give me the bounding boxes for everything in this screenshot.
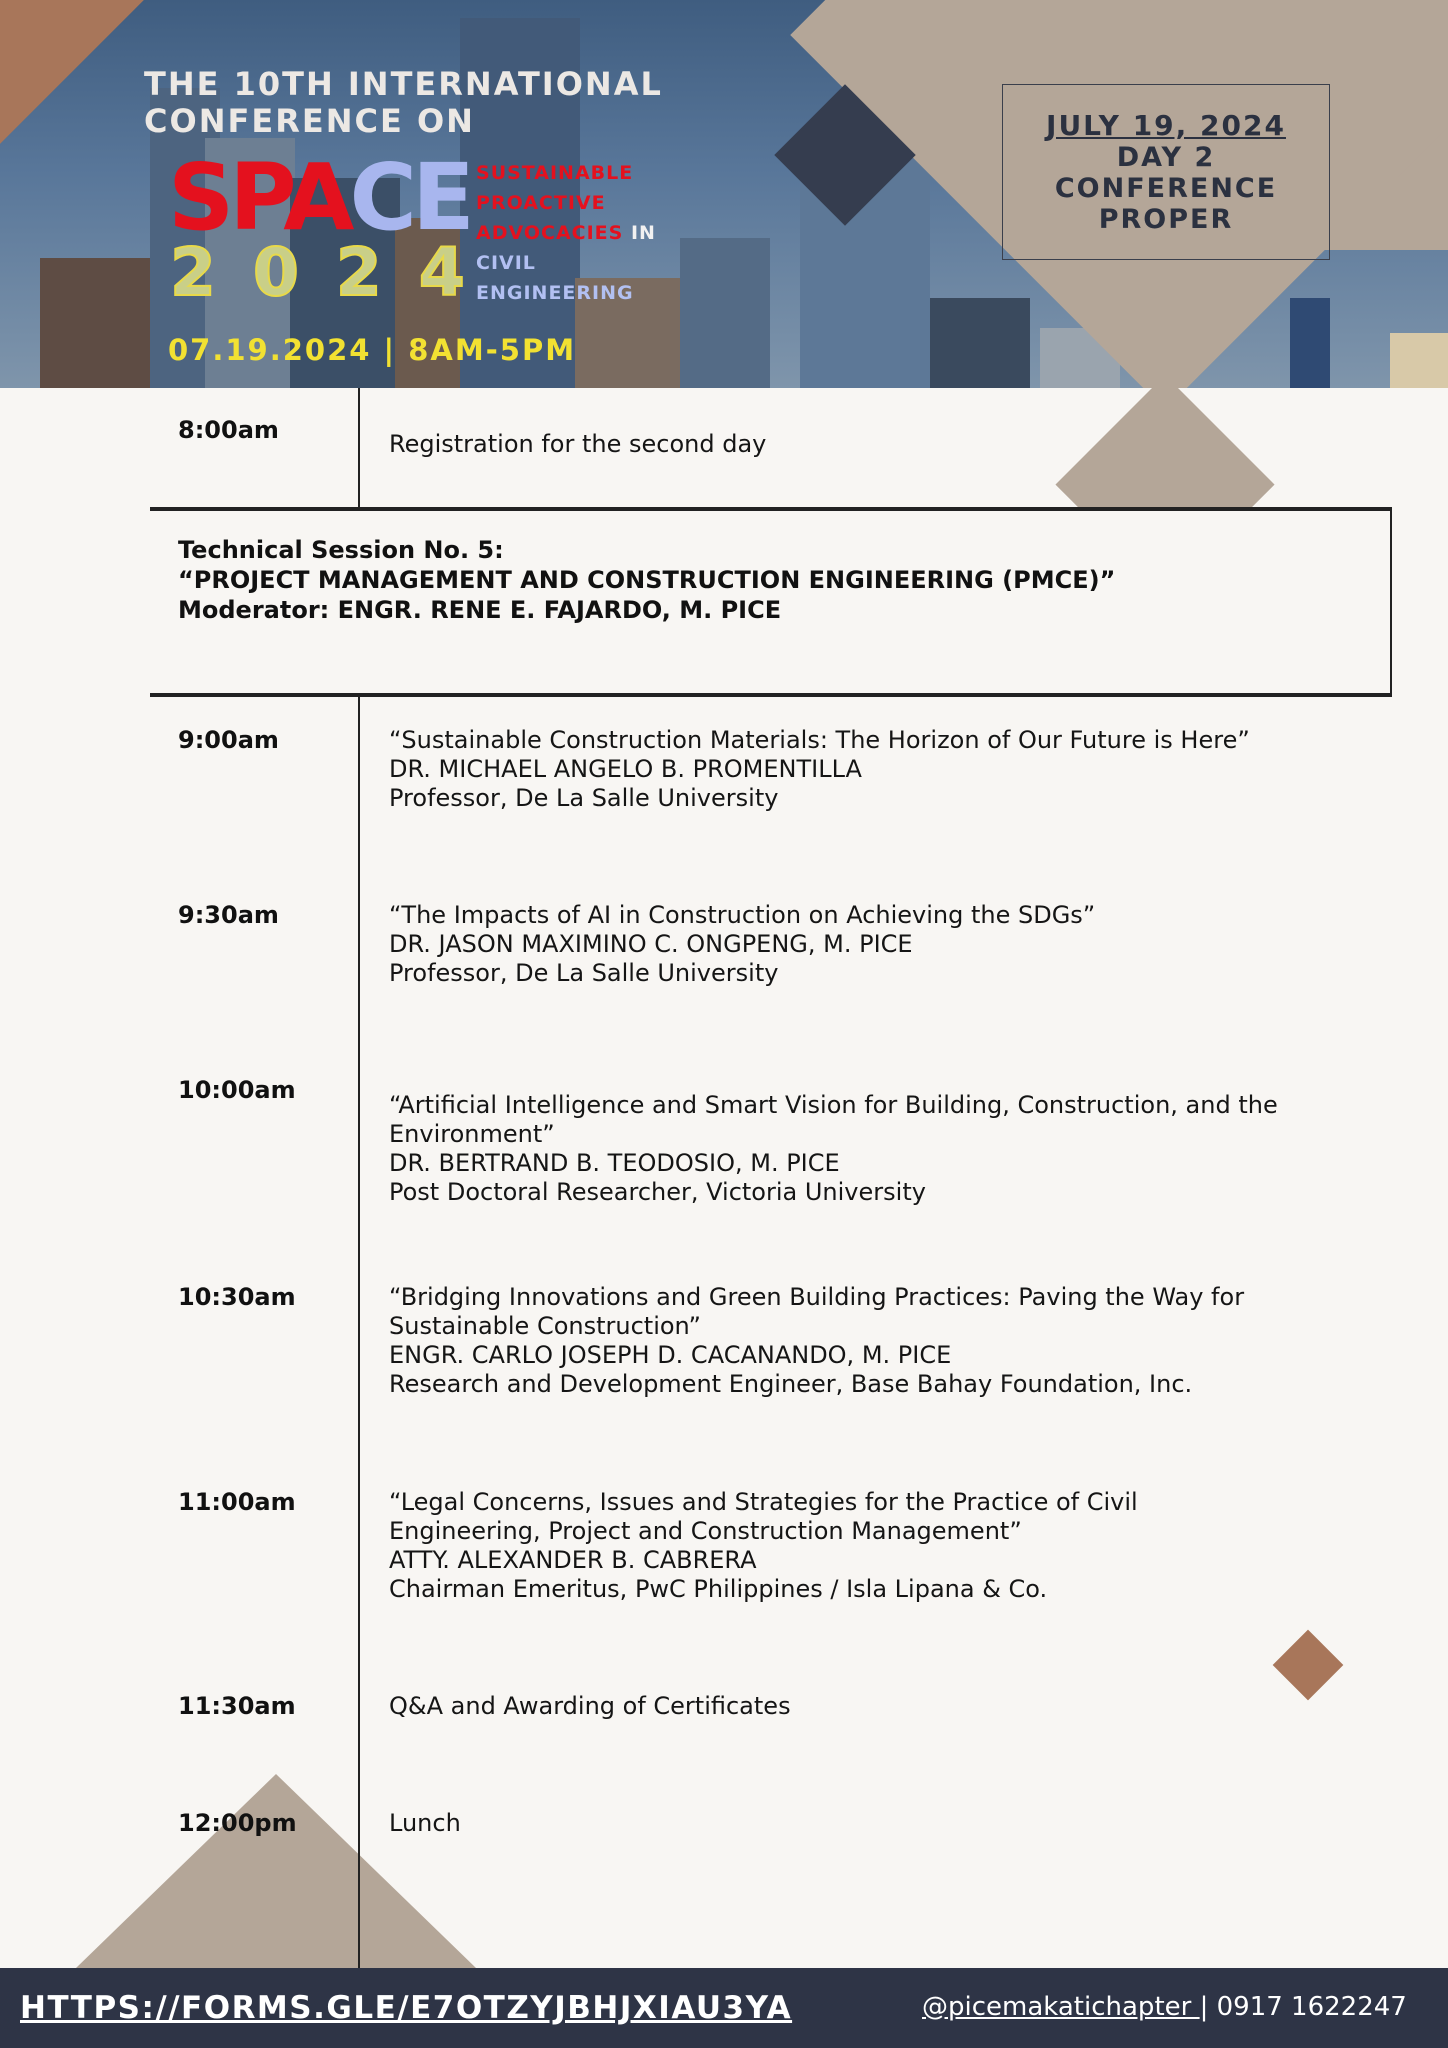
corner-diamond (0, 0, 164, 164)
schedule-time: 11:30am (178, 1692, 296, 1720)
space-logo-red: SPA (168, 144, 350, 251)
schedule-time: 10:00am (178, 1076, 296, 1104)
tagline-line (476, 188, 656, 218)
schedule-entry (389, 1091, 1389, 1207)
registration-link[interactable]: HTTPS://FORMS.GLE/E7OTZYJBHJXIAU3YA (20, 1990, 793, 2026)
tagline-tail: IN (623, 222, 656, 244)
schedule-entry (389, 1283, 1389, 1399)
acronym-tagline (476, 158, 656, 308)
talk-title: “Legal Concerns, Issues and Strategies for the Practice of Civil Engineering, Project and Construction Management” (389, 1488, 1138, 1545)
schedule-entry (389, 430, 1389, 459)
date-box-date: JULY 19, 2024 (1046, 108, 1286, 142)
tagline-initial: A (476, 222, 492, 244)
skyline-building (1390, 333, 1448, 388)
schedule-time: 9:30am (178, 901, 279, 929)
talk-speaker: ENGR. CARLO JOSEPH D. CACANANDO, M. PICE (389, 1341, 952, 1369)
tagline-initial: S (476, 162, 491, 184)
schedule-time: 10:30am (178, 1283, 296, 1311)
schedule-time: 12:00pm (178, 1809, 297, 1837)
talk-title: “Artificial Intelligence and Smart Vision for Building, Construction, and the Environment” (389, 1091, 1278, 1148)
year-digit: 0 (252, 234, 299, 311)
event-dateline: 07.19.2024 | 8AM-5PM (168, 333, 577, 367)
session-title: “PROJECT MANAGEMENT AND CONSTRUCTION ENGINEERING (PMCE)” (178, 566, 1116, 594)
conference-title-line2: CONFERENCE ON (144, 102, 475, 140)
entry-text: Registration for the second day (389, 430, 767, 458)
talk-affiliation: Post Doctoral Researcher, Victoria University (389, 1178, 926, 1206)
phone-number: | 0917 1622247 (1199, 1992, 1407, 2022)
date-box-day: DAY 2 (1116, 141, 1216, 173)
brown-diamond (1273, 1630, 1344, 1701)
talk-affiliation: Professor, De La Salle University (389, 959, 779, 987)
schedule-entry (389, 1692, 1389, 1721)
footer-bar (0, 1968, 1448, 2048)
session-number: Technical Session No. 5: (178, 536, 504, 564)
year-digit: 4 (418, 234, 465, 311)
conference-title-line1: THE 10TH INTERNATIONAL (144, 65, 663, 103)
schedule-entry (389, 1809, 1389, 1838)
tagline-word: DVOCACIES (491, 222, 624, 244)
talk-speaker: DR. MICHAEL ANGELO B. PROMENTILLA (389, 755, 862, 783)
year-digit: 2 (335, 234, 382, 311)
talk-speaker: DR. JASON MAXIMINO C. ONGPENG, M. PICE (389, 930, 913, 958)
conference-title (144, 66, 663, 140)
tagline-line (476, 218, 656, 248)
tagline-initial: C (476, 252, 491, 274)
talk-title: “Sustainable Construction Materials: The Horizon of Our Future is Here” (389, 726, 1250, 754)
talk-title: “The Impacts of AI in Construction on Achieving the SDGs” (389, 901, 1096, 929)
talk-affiliation: Research and Development Engineer, Base Bahay Foundation, Inc. (389, 1370, 1193, 1398)
year-digit: 2 (170, 234, 216, 311)
date-box (1002, 84, 1330, 260)
tagline-line (476, 278, 656, 308)
talk-affiliation: Chairman Emeritus, PwC Philippines / Isla Lipana & Co. (389, 1575, 1048, 1603)
skyline-building (930, 298, 1030, 388)
talk-speaker: ATTY. ALEXANDER B. CABRERA (389, 1546, 757, 1574)
year-logo (170, 234, 465, 311)
tagline-word: NGINEERING (489, 282, 634, 304)
session-heading (178, 535, 1115, 625)
schedule-entry (389, 1488, 1389, 1604)
tagline-word: USTAINABLE (490, 162, 634, 184)
space-logo (168, 144, 470, 251)
session-moderator: Moderator: ENGR. RENE E. FAJARDO, M. PICE (178, 596, 782, 624)
date-box-line4: PROPER (1098, 203, 1234, 235)
tagline-line (476, 158, 656, 188)
tagline-initial: P (476, 192, 491, 214)
entry-text: Q&A and Awarding of Certificates (389, 1692, 791, 1720)
schedule-time: 8:00am (178, 416, 279, 444)
talk-affiliation: Professor, De La Salle University (389, 784, 779, 812)
header-banner (0, 0, 1448, 388)
schedule-time: 11:00am (178, 1488, 296, 1516)
session-box (150, 507, 1392, 697)
entry-text: Lunch (389, 1809, 461, 1837)
contact-info (922, 1992, 1407, 2022)
date-box-line3: CONFERENCE (1054, 172, 1278, 204)
tagline-word: ROACTIVE (490, 192, 606, 214)
skyline-building (1290, 298, 1330, 388)
skyline-building (680, 238, 770, 388)
talk-title: “Bridging Innovations and Green Building Practices: Paving the Way for Sustainable Construction” (389, 1283, 1245, 1340)
social-handle-link[interactable]: @picemakatichapter (922, 1992, 1200, 2022)
schedule-entry (389, 901, 1389, 988)
talk-speaker: DR. BERTRAND B. TEODOSIO, M. PICE (389, 1149, 840, 1177)
tagline-initial: E (476, 282, 490, 304)
tagline-line (476, 248, 656, 278)
tagline-word: IVIL (490, 252, 536, 274)
schedule-entry (389, 726, 1389, 813)
taupe-triangle (76, 1774, 476, 1968)
space-logo-blue: CE (349, 144, 470, 251)
schedule-time: 9:00am (178, 726, 279, 754)
